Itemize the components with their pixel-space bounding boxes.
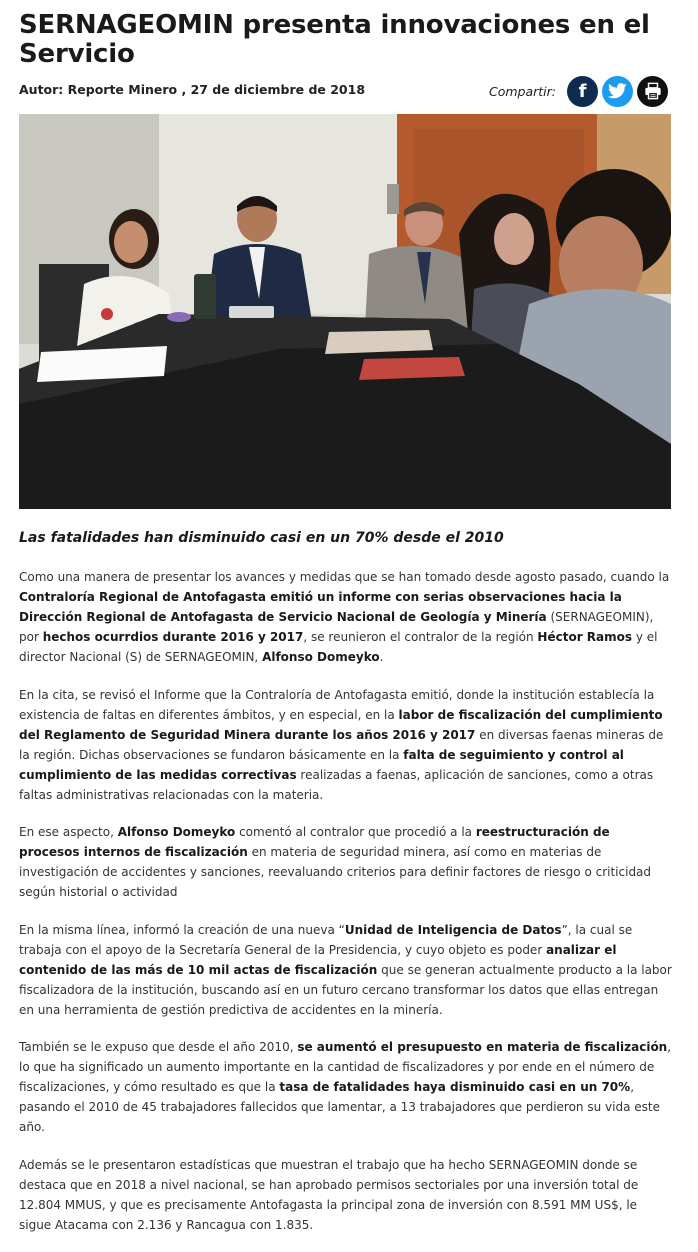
text-run: Como una manera de presentar los avances y medidas que se han tomado desde agosto pasado, cuando la [19,570,670,584]
bold-text: reestructuración de procesos internos de fiscalización [19,825,610,859]
text-run: Además se le presentaron estadísticas que muestran el trabajo que ha hecho SERNAGEOMIN donde se destaca que en 2018 a nivel nacional, se han aprobado permisos sectoriales por una inversión total de 12.804 MMUS, y que es precisamente Antofagasta la principal zona de inversión con 8.591 MM US$, le sigue Atacama con 2.136 y Rancagua con 1.835. [19,1157,639,1232]
share-bar [489,75,668,107]
text-run: . [379,650,384,664]
meeting-photo-illustration [19,114,671,509]
bold-text: Contraloría Regional de Antofagasta emitió un informe con serias observaciones hacia la Dirección Regional de Antofagasta de Servicio Nacional de Geología y Minería [19,590,622,624]
body-paragraph-6 [19,1155,673,1235]
print-icon [644,82,662,100]
bold-text: Alfonso Domeyko [117,825,236,839]
text-run: , lo que ha significado un aumento importante en la cantidad de fiscalizadores y por ende en el número de fiscalizaciones, y cómo resultado es que la [19,1040,672,1094]
text-run: realizadas a faenas, aplicación de sanciones, como a otras faltas administrativas relacionadas con la materia. [19,767,654,802]
bold-text: labor de fiscalización del cumplimiento del Reglamento de Seguridad Minera durante los años 2016 y 2017 [19,707,663,742]
article-body [19,567,673,1252]
bold-text: tasa de fatalidades haya disminuido casi en un 70% [279,1080,631,1094]
text-run: (SERNAGEOMIN), por [19,610,654,644]
facebook-icon: f [578,80,587,102]
twitter-share-button[interactable] [602,76,633,107]
bold-text: analizar el contenido de las más de 10 mil actas de fiscalización [19,942,617,977]
body-paragraph-5 [19,1037,673,1137]
bold-text: falta de seguimiento y control al cumplimiento de las medidas correctivas [19,747,624,782]
article-meta: Autor: Reporte Minero , 27 de diciembre de 2018 [19,82,366,97]
text-run: En la misma línea, informó la creación de una nueva “ [19,922,345,937]
bold-text: se aumentó el presupuesto en materia de fiscalización [297,1040,668,1054]
body-paragraph-3 [19,822,673,902]
text-run: en diversas faenas mineras de la región. Dichas observaciones se fundaron básicamente en la [19,727,664,762]
article-photo [19,114,671,509]
print-button[interactable] [637,76,668,107]
bold-text: Unidad de Inteligencia de Datos [344,922,562,937]
text-run: ”, la cual se trabaja con el apoyo de la Secretaría General de la Presidencia, y cuyo objeto es poder [19,922,633,957]
facebook-share-button[interactable] [567,76,598,107]
article-subtitle: Las fatalidades han disminuido casi en un 70% desde el 2010 [19,530,504,546]
text-run: , se reunieron el contralor de la región [303,630,538,644]
bold-text: hechos ocurrdios durante 2016 y 2017 [42,630,304,644]
share-label: Compartir: [488,83,556,99]
article-title: SERNAGEOMIN presenta innovaciones en el Servicio [19,10,650,69]
text-run: En ese aspecto, [19,825,118,839]
text-run: que se generan actualmente producto a la labor fiscalizadora de la institución, buscando así en un futuro cercano transformar los datos que ellas entregan en una herramienta de gestión predictiva de accidentes en la minería. [19,962,672,1017]
text-run: en materia de seguridad minera, así como en materias de investigación de accidentes y sanciones, reevaluando criterios para definir factores de riesgo o criticidad según historial o actividad [19,845,652,899]
text-run: , pasando el 2010 de 45 trabajadores fallecidos que lamentar, a 13 trabajadores que perdieron su vida este año. [19,1080,660,1134]
body-paragraph-2 [19,685,673,805]
text-run: En la cita, se revisó el Informe que la Contraloría de Antofagasta emitió, donde la institución establecía la existencia de faltas en diferentes ámbitos, y en especial, en la [19,687,655,722]
text-run: y el director Nacional (S) de SERNAGEOMIN, [19,630,658,664]
text-run: También se le expuso que desde el año 2010, [19,1040,298,1054]
body-paragraph-4 [19,920,673,1020]
bold-text: Héctor Ramos [537,630,633,644]
body-paragraph-1 [19,567,673,667]
bold-text: Alfonso Domeyko [262,650,380,664]
twitter-icon [608,83,627,99]
text-run: comentó al contralor que procedió a la [235,825,476,839]
